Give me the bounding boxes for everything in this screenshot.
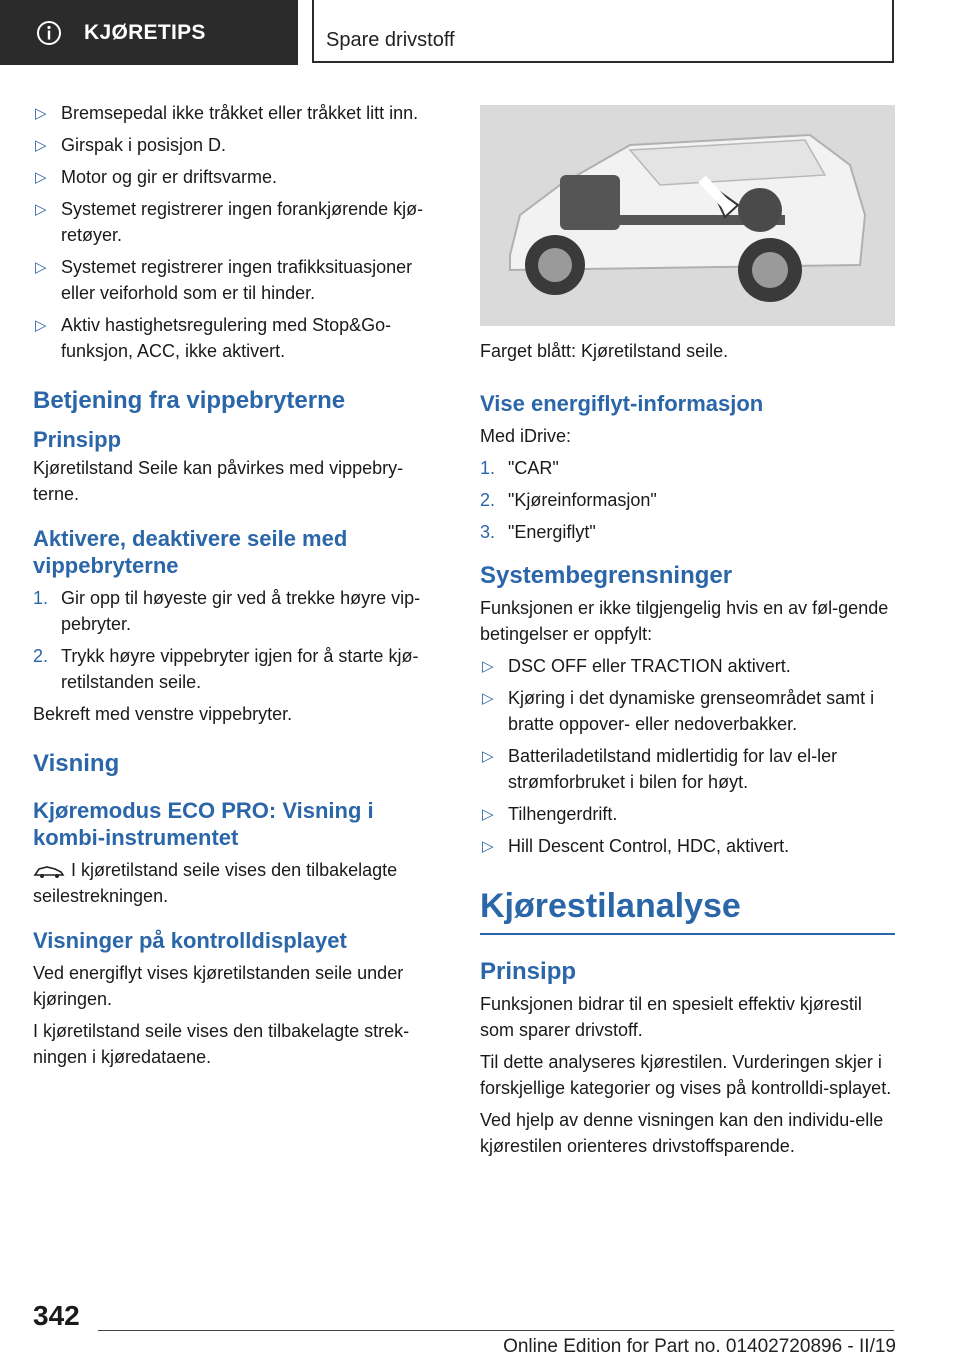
triangle-bullet-icon: ▷ bbox=[35, 169, 47, 186]
list-item: ▷ Systemet registrerer ingen trafikksituasjoner eller veiforhold som er til hinder. bbox=[35, 257, 413, 303]
list-item: 1. Gir opp til høyeste gir ved å trekke høyre vip-pebryter. bbox=[33, 588, 421, 634]
triangle-bullet-icon: ▷ bbox=[482, 690, 494, 707]
list-item: ▷ DSC OFF eller TRACTION aktivert. bbox=[480, 653, 895, 679]
triangle-bullet-icon: ▷ bbox=[482, 748, 494, 765]
right-column bbox=[480, 100, 895, 1165]
paragraph: Kjøretilstand Seile kan påvirkes med vippebry-terne. bbox=[33, 458, 404, 504]
triangle-bullet-icon: ▷ bbox=[35, 105, 47, 122]
info-icon bbox=[36, 20, 62, 46]
list-item: 1. "CAR" bbox=[480, 458, 559, 478]
triangle-bullet-icon: ▷ bbox=[35, 259, 47, 276]
list-item: ▷ Kjøring i det dynamiske grenseområdet samt i bratte oppover- eller nedoverbakker. bbox=[482, 688, 875, 734]
heading-prinsipp-2: Prinsipp bbox=[480, 958, 577, 985]
section-label: KJØRETIPS bbox=[84, 20, 206, 44]
heading-systembegrensninger: Systembegrensninger bbox=[480, 562, 733, 589]
list-item: ▷ Girspak i posisjon D. bbox=[33, 132, 448, 158]
chapter-title: Spare drivstoff bbox=[326, 29, 455, 51]
triangle-bullet-icon: ▷ bbox=[35, 137, 47, 154]
idrive-steps-list bbox=[480, 455, 895, 545]
triangle-bullet-icon: ▷ bbox=[35, 317, 47, 334]
chapter-title-box bbox=[312, 0, 894, 63]
triangle-bullet-icon: ▷ bbox=[482, 838, 494, 855]
list-item: ▷ Aktiv hastighetsregulering med Stop&Go-funksjon, ACC, ikke aktivert. bbox=[35, 315, 392, 361]
paragraph: Ved energiflyt vises kjøretilstanden seile under kjøringen. bbox=[33, 963, 404, 1009]
paragraph: Med iDrive: bbox=[480, 426, 572, 446]
heading-aktivere: Aktivere, deaktivere seile med vippebryterne bbox=[33, 526, 348, 578]
paragraph: I kjøretilstand seile vises den tilbakelagte seilestrekningen. bbox=[33, 860, 398, 906]
list-item: ▷ Batteriladetilstand midlertidig for lav el-ler strømforbruket i bilen for høyt. bbox=[482, 746, 838, 792]
heading-kjorestilanalyse: Kjørestilanalyse bbox=[480, 885, 895, 935]
car-drive-mode-icon bbox=[33, 863, 65, 879]
page-number: 342 bbox=[33, 1300, 80, 1331]
paragraph: Funksjonen er ikke tilgjengelig hvis en av føl-gende betingelser er oppfylt: bbox=[480, 598, 889, 644]
heading-vise-energiflyt: Vise energiflyt-informasjon bbox=[480, 391, 764, 416]
left-column bbox=[33, 100, 448, 1076]
heading-visninger: Visninger på kontrolldisplayet bbox=[33, 928, 347, 953]
figure-caption: Farget blått: Kjøretilstand seile. bbox=[480, 341, 729, 361]
paragraph: Til dette analyseres kjørestilen. Vurderingen skjer i forskjellige kategorier og vises på kontrolldi-splayet. bbox=[480, 1052, 892, 1098]
triangle-bullet-icon: ▷ bbox=[35, 201, 47, 218]
list-item: 3. "Energiflyt" bbox=[480, 522, 596, 542]
list-item: ▷ Systemet registrerer ingen forankjørende kjø-retøyer. bbox=[35, 199, 424, 245]
steps-list bbox=[33, 585, 448, 695]
car-drivetrain-illustration bbox=[480, 105, 895, 326]
edition-note: Online Edition for Part no. 01402720896 - II/19 bbox=[503, 1336, 896, 1357]
footer-divider bbox=[98, 1330, 894, 1331]
list-item: ▷ Motor og gir er driftsvarme. bbox=[33, 164, 448, 190]
paragraph: Bekreft med venstre vippebryter. bbox=[33, 704, 293, 724]
section-tab bbox=[0, 0, 298, 65]
paragraph: Ved hjelp av denne visningen kan den individu-elle kjørestilen orienteres drivstoffsparende. bbox=[480, 1110, 884, 1156]
triangle-bullet-icon: ▷ bbox=[482, 658, 494, 675]
heading-prinsipp: Prinsipp bbox=[33, 427, 122, 452]
triangle-bullet-icon: ▷ bbox=[482, 806, 494, 823]
heading-visning: Visning bbox=[33, 750, 120, 777]
list-item: ▷ Tilhengerdrift. bbox=[480, 801, 895, 827]
limitations-list bbox=[480, 653, 895, 859]
paragraph: I kjøretilstand seile vises den tilbakelagte strek-ningen i kjøredataene. bbox=[33, 1021, 410, 1067]
list-item: ▷ Hill Descent Control, HDC, aktivert. bbox=[480, 833, 895, 859]
heading-kjoremodus: Kjøremodus ECO PRO: Visning i kombi-instrumentet bbox=[33, 798, 374, 850]
paragraph: Funksjonen bidrar til en spesielt effektiv kjørestil som sparer drivstoff. bbox=[480, 994, 862, 1040]
heading-betjening: Betjening fra vippebryterne bbox=[33, 387, 346, 414]
condition-list bbox=[33, 100, 448, 364]
list-item: ▷ Bremsepedal ikke tråkket eller tråkket litt inn. bbox=[33, 100, 448, 126]
list-item: 2. "Kjøreinformasjon" bbox=[480, 490, 657, 510]
list-item: 2. Trykk høyre vippebryter igjen for å starte kjø-retilstanden seile. bbox=[33, 646, 419, 692]
